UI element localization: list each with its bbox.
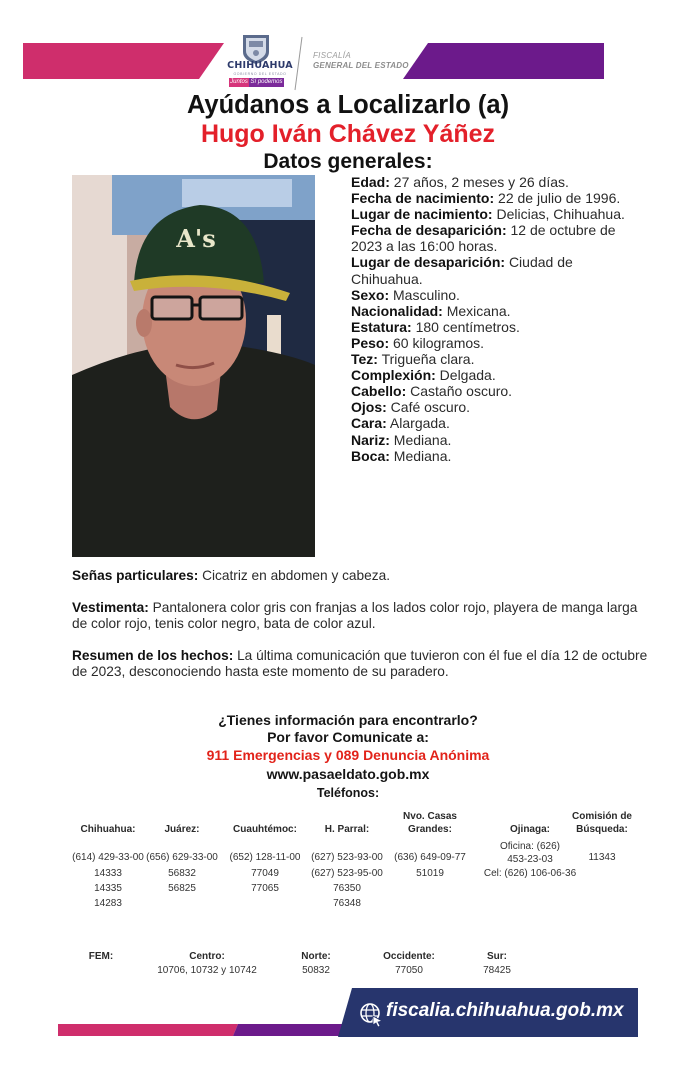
phone-number: 76348 (333, 898, 361, 910)
column-header: H. Parral: (324, 824, 370, 835)
phone-number: (627) 523-93-00 (311, 852, 383, 864)
detail-disappearance-place: Lugar de desaparición: Ciudad de Chihuahua. (351, 254, 573, 287)
pink-banner-bar (23, 43, 224, 79)
phone-number: 14283 (94, 898, 122, 910)
section-title: Datos generales: (263, 150, 433, 173)
logo-tag-si-podemos: Sí podemos (250, 79, 283, 85)
detail-nationality: Nacionalidad: Mexicana. (351, 302, 511, 319)
phone-number: (627) 523-95-00 (311, 868, 383, 880)
missing-person-name: Hugo Iván Chávez Yáñez (200, 120, 496, 148)
agency-name-line2: GENERAL DEL ESTADO (313, 61, 409, 70)
column-header: Chihuahua: (80, 824, 136, 835)
phone-number: 11343 (588, 852, 616, 864)
photo-glasses-left (152, 297, 192, 319)
detail-disappearance-date: Fecha de desaparición: 12 de octubre de 2023 a las 16:00 horas. (351, 222, 616, 255)
clothing-description: Vestimenta: Pantalonera color gris con franjas a los lados color rojo, playera de manga larga de color rojo, tenis color negro, bata de color azul. (72, 600, 638, 632)
header-banner (0, 0, 696, 100)
tips-website-link[interactable]: www.pasaeldato.gob.mx (266, 766, 430, 782)
fem-office-norte: Norte: 50832 (301, 951, 331, 976)
photo-cap-lettering: A's (176, 224, 216, 253)
footer-purple-stripe (233, 1024, 345, 1036)
agency-name-line1: FISCALÍA (313, 51, 351, 60)
detail-sex: Sexo: Masculino. (351, 286, 460, 303)
phone-number: Oficina: (626) 453-23-03 (499, 840, 561, 865)
phone-number: 56832 (168, 868, 196, 880)
distinguishing-marks: Señas particulares: Cicatriz en abdomen y cabeza. (72, 568, 391, 583)
detail-mouth: Boca: Mediana. (351, 447, 452, 464)
column-header: Comisión de (571, 811, 632, 822)
page-title: Ayúdanos a Localizarlo (a) (186, 91, 510, 119)
detail-birth-date: Fecha de nacimiento: 22 de julio de 1996. (351, 190, 621, 207)
person-photo (72, 175, 315, 557)
contact-question: ¿Tienes información para encontrarlo? (218, 712, 478, 728)
column-header: Búsqueda: (576, 824, 628, 835)
phone-number: Cel: (626) 106-06-36 (483, 868, 577, 880)
fem-office-sur: Sur: 78425 (483, 951, 511, 976)
contact-prompt: Por favor Comunicate a: (267, 729, 429, 745)
column-header: Ojinaga: (509, 824, 550, 835)
photo-plaid (182, 179, 292, 207)
logo-subtitle: GOBIERNO DEL ESTADO (233, 72, 287, 76)
detail-height: Estatura: 180 centímetros. (351, 318, 520, 335)
detail-face: Cara: Alargada. (351, 415, 450, 432)
detail-build: Complexión: Delgada. (351, 367, 496, 384)
phone-number: (652) 128-11-00 (229, 852, 301, 864)
phone-number: 77065 (251, 883, 279, 895)
logo-tag-juntos: Juntos (230, 79, 248, 85)
fem-office-occidente: Occidente: 77050 (383, 951, 435, 976)
detail-hair: Cabello: Castaño oscuro. (351, 383, 513, 400)
photo-ear (136, 309, 152, 337)
detail-nose: Nariz: Mediana. (351, 431, 452, 448)
phone-number: (614) 429-33-00 (72, 852, 144, 864)
phone-number: 56825 (168, 883, 196, 895)
detail-birth-place: Lugar de nacimiento: Delicias, Chihuahua. (351, 206, 625, 223)
column-header: Grandes: (408, 824, 452, 835)
column-header: Cuauhtémoc: (233, 824, 297, 835)
phone-number: 14335 (94, 883, 122, 895)
purple-banner-bar (403, 43, 604, 79)
events-summary: Resumen de los hechos: La última comunicación que tuvieron con él fue el día 12 de octubre de 2023, desconociendo hasta este momento de su paradero. (72, 648, 648, 680)
detail-weight: Peso: 60 kilogramos. (351, 334, 485, 351)
fem-label: FEM: (88, 951, 114, 962)
detail-age: Edad: 27 años, 2 meses y 26 días. (351, 174, 569, 190)
fem-office-centro: Centro: 10706, 10732 y 10742 (157, 951, 257, 976)
detail-complexion-skin: Tez: Trigueña clara. (351, 351, 475, 368)
phone-number: (636) 649-09-77 (394, 852, 466, 864)
phone-number: (656) 629-33-00 (146, 852, 218, 864)
phone-number: 76350 (333, 883, 361, 895)
footer-website-link[interactable]: fiscalia.chihuahua.gob.mx (386, 1000, 624, 1021)
phone-number: 14333 (94, 868, 122, 880)
phone-number: 77049 (251, 868, 279, 880)
emergency-numbers: 911 Emergencias y 089 Denuncia Anónima (206, 747, 490, 763)
phones-heading: Teléfonos: (316, 786, 380, 800)
phone-number: 51019 (416, 868, 444, 880)
column-header: Juárez: (164, 824, 200, 835)
general-data-list (351, 174, 636, 464)
photo-glasses-right (200, 297, 242, 319)
footer-pink-stripe (58, 1024, 238, 1036)
column-header: Nvo. Casas (403, 811, 457, 822)
logo-state-name: CHIHUAHUA (227, 60, 293, 71)
detail-eyes: Ojos: Café oscuro. (351, 399, 471, 416)
